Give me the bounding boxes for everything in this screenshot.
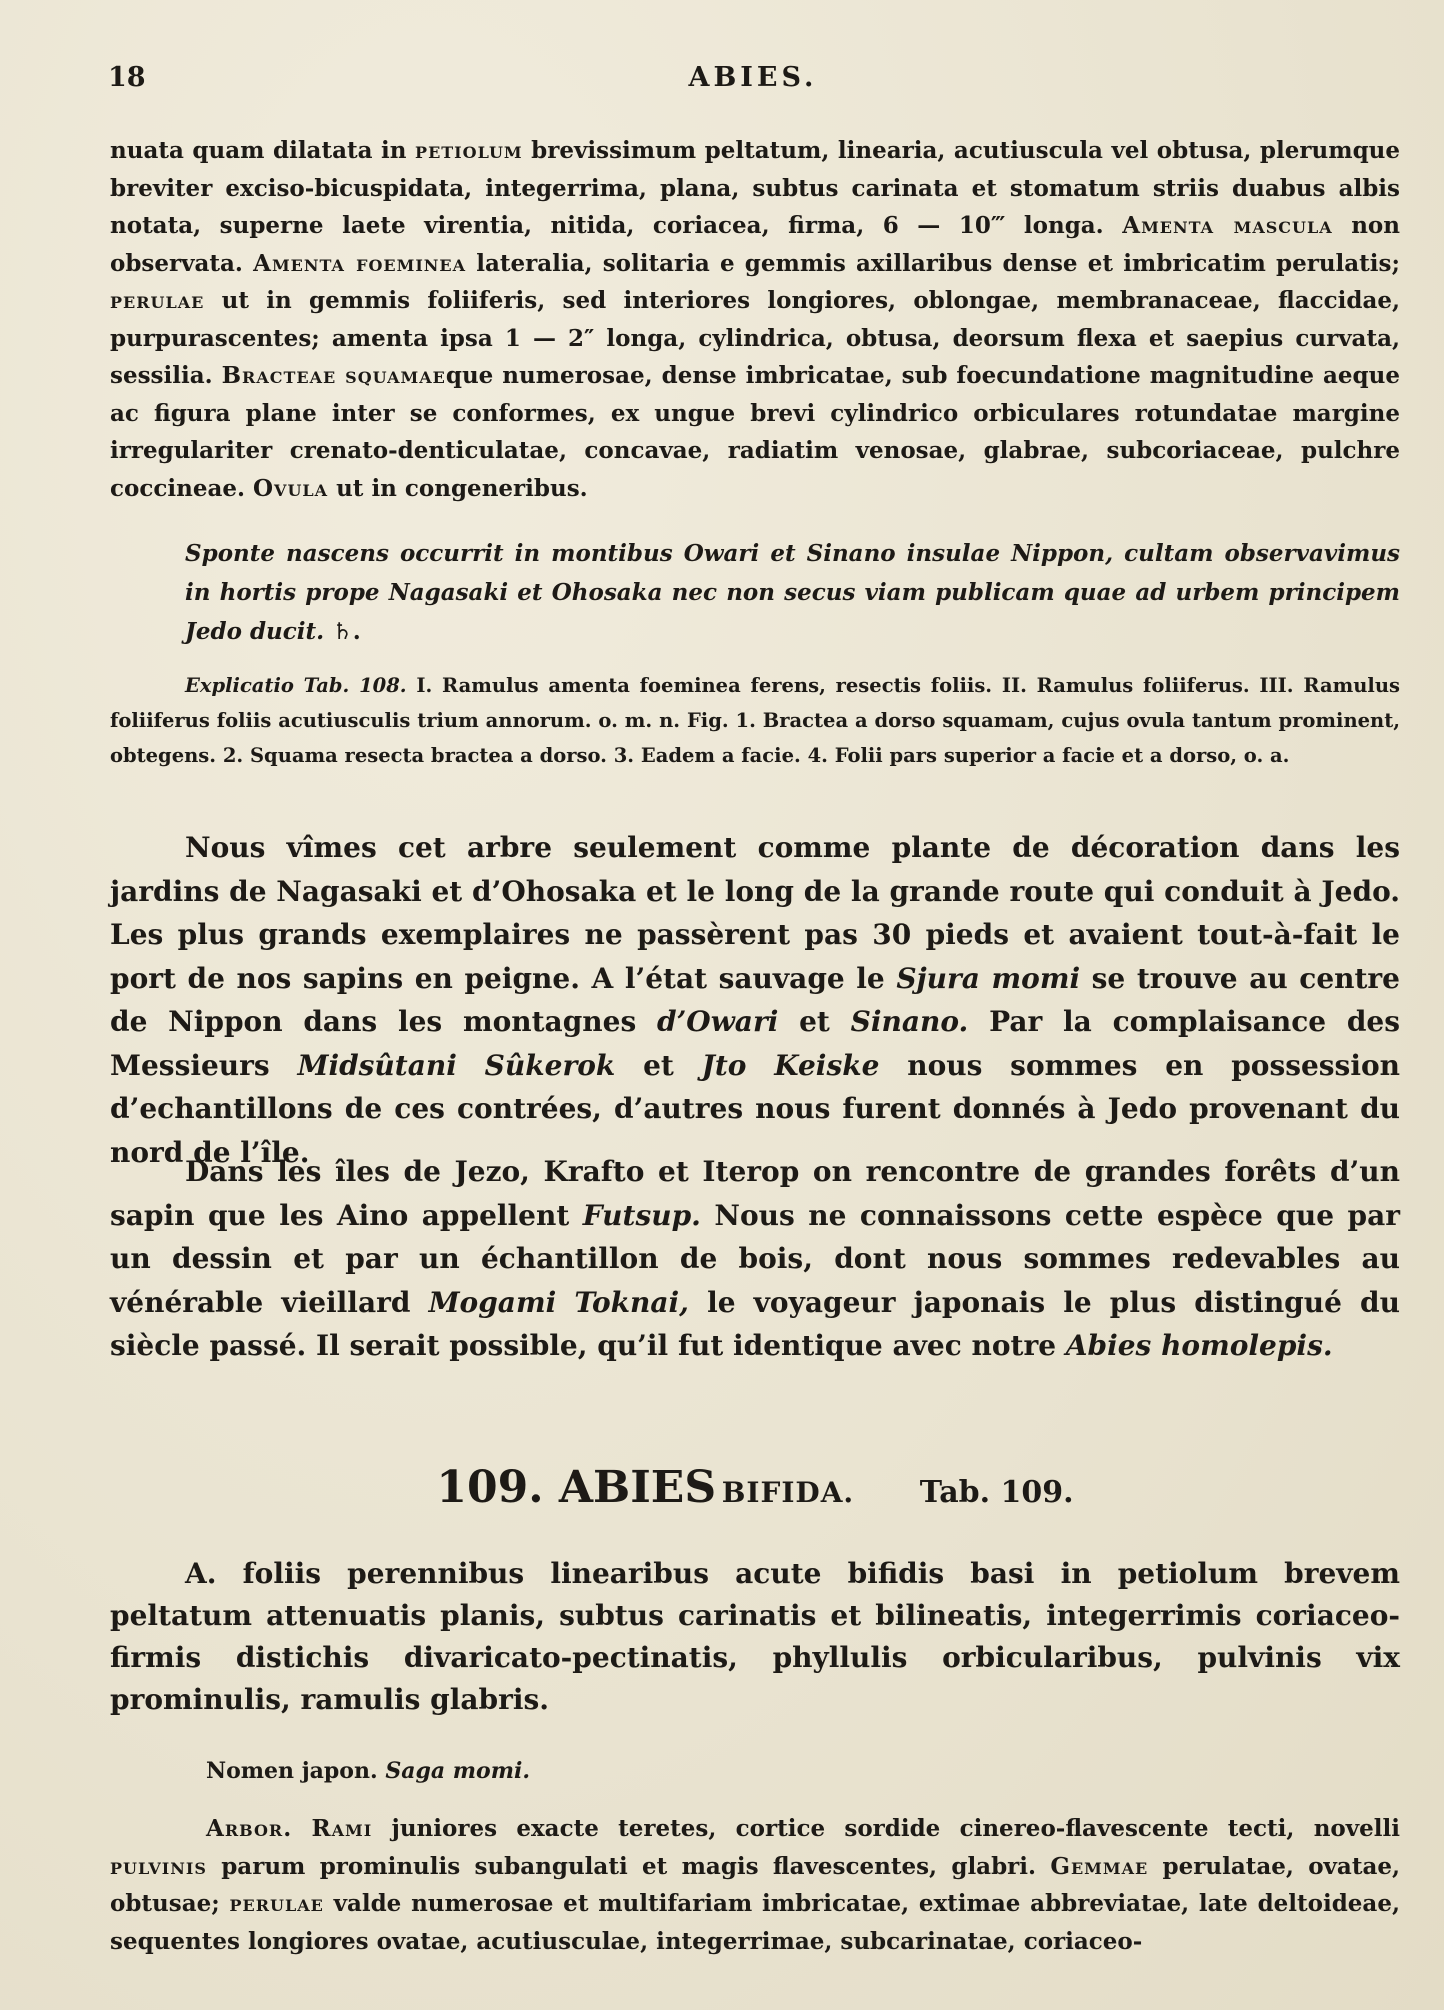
species-number-genus: 109. ABIES [436, 1462, 717, 1513]
arbor-text: Arbor. Rami juniores exacte teretes, cortice sordide cinereo-flavescente tecti, novelli pulvinis parum prominulis subangulati et magis flavescentes, glabri. Gemmae perulatae, ovatae, obtusae; perulae valde numerosae et multifariam imbricatae, extimae abbreviatae, late deltoideae, sequentes longiores ovatae, acutiusculae, integerrimae, subcarinatae, coriaceo- [110, 1815, 1400, 1955]
explicatio [110, 668, 1400, 773]
habitat-text: Sponte nascens occurrit in montibus Owari et Sinano insulae Nippon, cultam observavimus in hortis prope Nagasaki et Ohosaka nec non secus viam publicam quae ad urbem principem Jedo ducit. ♄. [185, 540, 1400, 645]
species-heading [110, 1462, 1400, 1513]
french-paragraph-2 [110, 1150, 1400, 1368]
diagnosis [110, 1553, 1400, 1721]
french-paragraph-1 [110, 826, 1400, 1174]
arbor-description [110, 1810, 1400, 1960]
french-text-1: Nous vîmes cet arbre seulement comme plante de décoration dans les jardins de Nagasaki et d’Ohosaka et le long de la grande route qui conduit à Jedo. Les plus grands exemplaires ne passèrent pas 30 pieds et avaient tout-à-fait le port de nos sapins en peigne. A l’état sauvage le Sjura momi se trouve au centre de Nippon dans les montagnes d’Owari et Sinano. Par la complaisance des Messieurs Midsûtani Sûkerok et Jto Keiske nous sommes en possession d’echantillons de ces contrées, d’autres nous furent donnés à Jedo provenant du nord de l’île. [110, 831, 1400, 1169]
running-title: ABIES. [688, 62, 818, 93]
habitat [110, 534, 1400, 651]
page-header [108, 62, 1398, 102]
latin-description [110, 132, 1400, 507]
species-epithet: BIFIDA. [721, 1476, 855, 1509]
japanese-name [110, 1753, 1400, 1789]
japanese-name-text: Nomen japon. Saga momi. [206, 1758, 530, 1784]
perennial-symbol: ♄. [332, 618, 361, 645]
page-number: 18 [108, 62, 146, 93]
explicatio-label: Explicatio Tab. 108. [185, 674, 407, 697]
diagnosis-text: A. foliis perennibus linearibus acute bifidis basi in petiolum brevem peltatum attenuatis planis, subtus carinatis et bilineatis, integerrimis coriaceo-firmis distichis divaricato-pectinatis, phyllulis orbicularibus, pulvinis vix prominulis, ramulis glabris. [110, 1557, 1400, 1716]
explicatio-text: Explicatio Tab. 108. I. Ramulus amenta foeminea ferens, resectis foliis. II. Ramulus foliiferus. III. Ramulus foliiferus foliis acutiusculis trium annorum. o. m. n. Fig. 1. Bractea a dorso squamam, cujus ovula tantum prominent, obtegens. 2. Squama resecta bractea a dorso. 3. Eadem a facie. 4. Folii pars superior a facie et a dorso, o. a. [110, 674, 1400, 767]
plate-reference: Tab. 109. [919, 1475, 1074, 1510]
french-text-2: Dans les îles de Jezo, Krafto et Iterop on rencontre de grandes forêts d’un sapin que les Aino appellent Futsup. Nous ne connaissons cette espèce que par un dessin et par un échantillon de bois, dont nous sommes redevables au vénérable vieillard Mogami Toknai, le voyageur japonais le plus distingué du siècle passé. Il serait possible, qu’il fut identique avec notre Abies homolepis. [110, 1155, 1400, 1362]
latin-description-text: nuata quam dilatata in petiolum brevissimum peltatum, linearia, acutiuscula vel obtusa, plerumque breviter exciso-bicuspidata, integerrima, plana, subtus carinata et stomatum striis duabus albis notata, superne laete virentia, nitida, coriacea, firma, 6 — 10‴ longa. Amenta mascula non observata. Amenta foeminea lateralia, solitaria e gemmis axillaribus dense et imbricatim perulatis; perulae ut in gemmis foliiferis, sed interiores longiores, oblongae, membranaceae, flaccidae, purpurascentes; amenta ipsa 1 — 2″ longa, cylindrica, obtusa, deorsum flexa et saepius curvata, sessilia. Bracteae squamaeque numerosae, dense imbricatae, sub foecundatione magnitudine aeque ac figura plane inter se conformes, ex ungue brevi cylindrico orbiculares rotundatae margine irregulariter crenato-denticulatae, concavae, radiatim venosae, glabrae, subcoriaceae, pulchre coccineae. Ovula ut in congeneribus. [110, 137, 1400, 502]
